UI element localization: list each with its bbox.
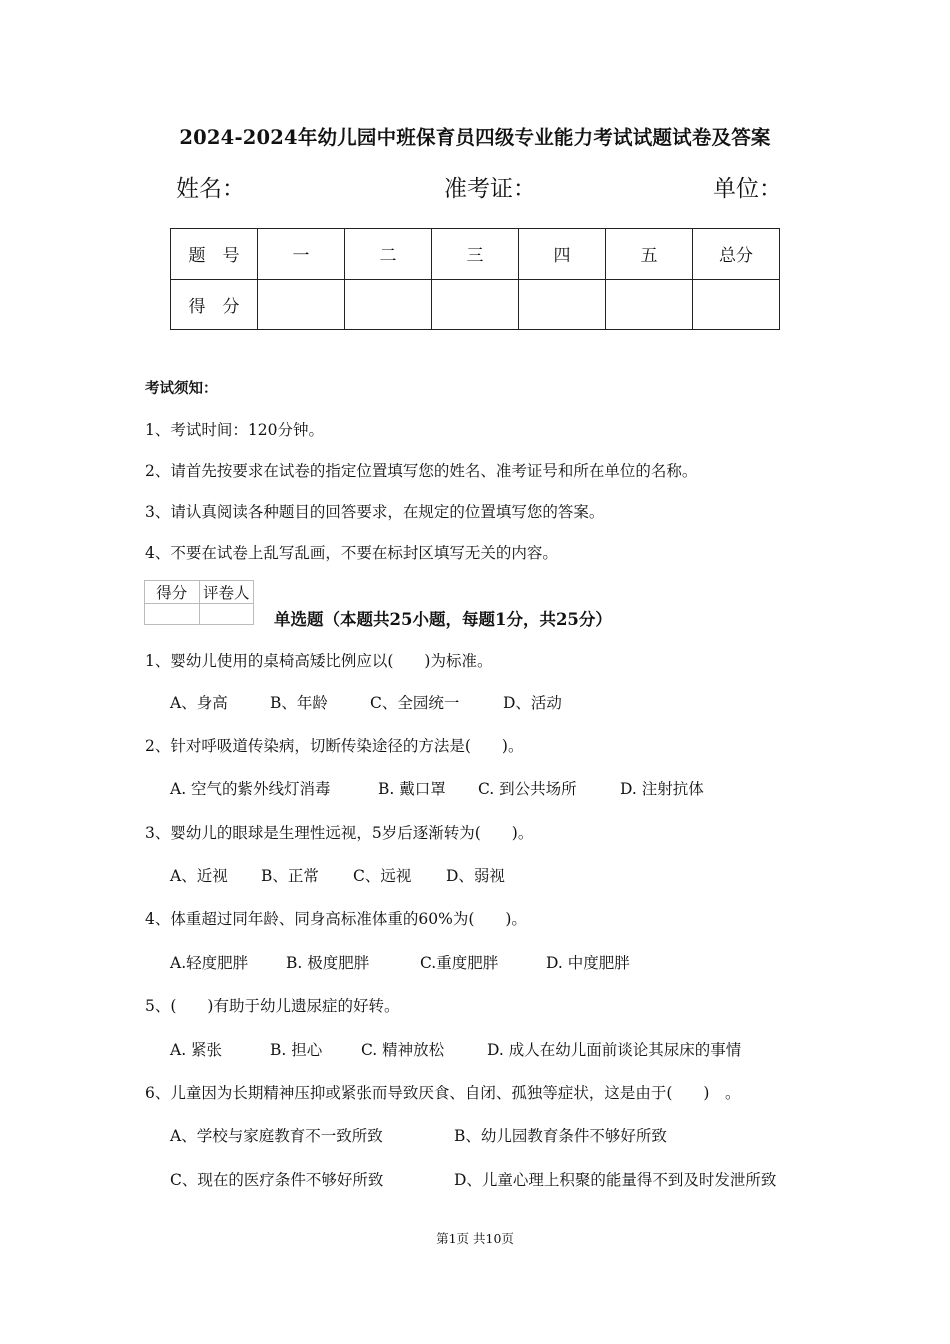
score-header-cell: 一 <box>258 229 345 280</box>
option-a: A、学校与家庭教育不一致所致 <box>170 1127 383 1145</box>
question-text: 6、儿童因为长期精神压抑或紧张而导致厌食、自闭、孤独等症状，这是由于( ) 。 <box>145 1084 741 1102</box>
option-d: D. 成人在幼儿面前谈论其尿床的事情 <box>487 1041 742 1059</box>
option-b: B. 戴口罩 <box>378 780 446 798</box>
score-table-header-row <box>171 229 780 280</box>
score-header-cell: 三 <box>432 229 519 280</box>
question-text: 5、( )有助于幼儿遗尿症的好转。 <box>145 997 400 1015</box>
question-text: 2、针对呼吸道传染病，切断传染途径的方法是( )。 <box>145 737 524 755</box>
notice-item: 3、请认真阅读各种题目的回答要求，在规定的位置填写您的答案。 <box>145 503 605 521</box>
question-text: 1、婴幼儿使用的桌椅高矮比例应以( )为标准。 <box>145 652 493 670</box>
score-cell[interactable] <box>519 279 606 330</box>
option-a: A、身高 <box>170 694 228 712</box>
option-d: D. 注射抗体 <box>620 780 704 798</box>
option-d: D、活动 <box>503 694 562 712</box>
exam-title: 2024-2024年幼儿园中班保育员四级专业能力考试试题试卷及答案 <box>179 126 771 149</box>
section-title: 单选题（本题共25小题，每题1分，共25分） <box>274 610 612 629</box>
score-cell[interactable] <box>258 279 345 330</box>
option-b: B、年龄 <box>270 694 328 712</box>
score-cell[interactable] <box>693 279 780 330</box>
grader-score-cell[interactable] <box>145 604 200 625</box>
option-d: D. 中度肥胖 <box>546 954 630 972</box>
question-text: 4、体重超过同年龄、同身高标准体重的60%为( )。 <box>145 910 527 928</box>
option-d: D、儿童心理上积聚的能量得不到及时发泄所致 <box>454 1171 777 1189</box>
score-header-cell: 总分 <box>693 229 780 280</box>
unit-field-label: 单位： <box>713 176 782 202</box>
option-a: A、近视 <box>170 867 228 885</box>
score-cell[interactable] <box>606 279 693 330</box>
score-row-label: 得 分 <box>171 279 258 330</box>
score-cell[interactable] <box>432 279 519 330</box>
option-c: C、全园统一 <box>370 694 460 712</box>
grader-reviewer-label: 评卷人 <box>199 581 254 604</box>
option-a: A. 空气的紫外线灯消毒 <box>170 780 331 798</box>
score-header-cell: 五 <box>606 229 693 280</box>
notice-item: 1、考试时间：120分钟。 <box>145 421 324 439</box>
option-d: D、弱视 <box>446 867 505 885</box>
name-field-label: 姓名： <box>176 176 245 202</box>
notice-heading: 考试须知： <box>145 380 218 397</box>
option-b: B、幼儿园教育条件不够好所致 <box>454 1127 667 1145</box>
score-table <box>170 228 780 330</box>
question-text: 3、婴幼儿的眼球是生理性远视，5岁后逐渐转为( )。 <box>145 824 534 842</box>
score-table-score-row <box>171 279 780 330</box>
option-b: B. 担心 <box>270 1041 323 1059</box>
option-c: C. 到公共场所 <box>478 780 577 798</box>
score-header-cell: 四 <box>519 229 606 280</box>
score-header-cell: 二 <box>345 229 432 280</box>
option-b: B. 极度肥胖 <box>286 954 370 972</box>
grader-score-label: 得分 <box>145 581 200 604</box>
option-c: C、现在的医疗条件不够好所致 <box>170 1171 384 1189</box>
grader-box <box>144 580 254 625</box>
exam-number-field-label: 准考证： <box>444 176 536 202</box>
grader-reviewer-cell[interactable] <box>199 604 254 625</box>
option-c: C. 精神放松 <box>361 1041 445 1059</box>
score-header-cell: 题 号 <box>171 229 258 280</box>
option-c: C、远视 <box>353 867 412 885</box>
option-a: A. 紧张 <box>170 1041 223 1059</box>
page-number-footer: 第1页 共10页 <box>436 1231 514 1246</box>
option-b: B、正常 <box>261 867 319 885</box>
notice-item: 2、请首先按要求在试卷的指定位置填写您的姓名、准考证号和所在单位的名称。 <box>145 462 698 480</box>
option-c: C.重度肥胖 <box>420 954 499 972</box>
option-a: A.轻度肥胖 <box>170 954 249 972</box>
notice-item: 4、不要在试卷上乱写乱画，不要在标封区填写无关的内容。 <box>145 544 558 562</box>
score-cell[interactable] <box>345 279 432 330</box>
